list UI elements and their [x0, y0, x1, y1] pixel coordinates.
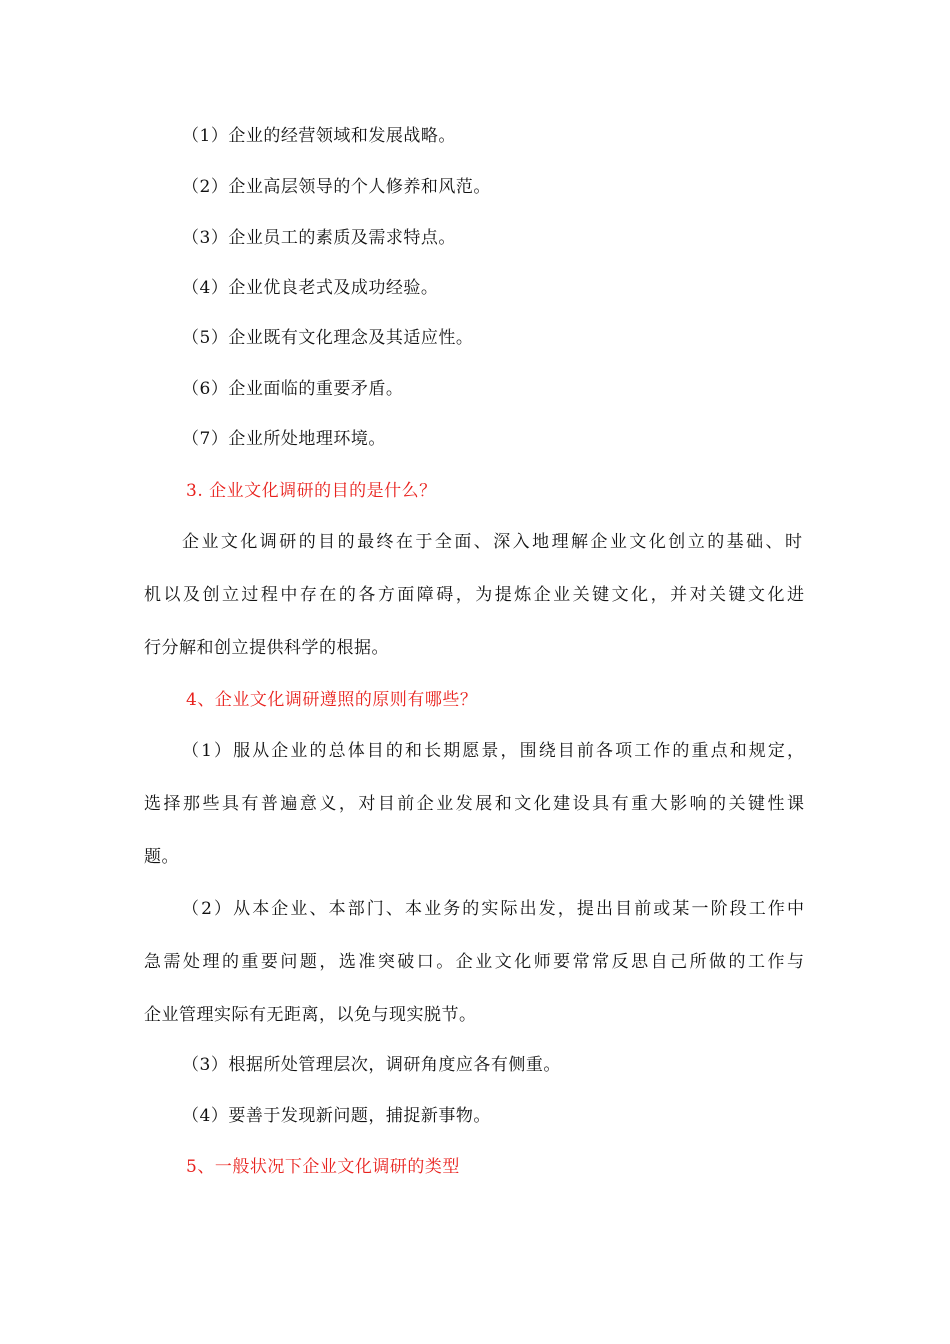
list-item-1: （1）企业的经营领域和发展战略。	[182, 126, 456, 146]
paragraph-line: 题。	[144, 847, 179, 867]
paragraph-line: （2）从本企业、本部门、本业务的实际出发，提出目前或某一阶段工作中	[182, 899, 804, 919]
paragraph-line: 企业文化调研的目的最终在于全面、深入地理解企业文化创立的基础、时	[182, 532, 802, 552]
list-item-6: （6）企业面临的重要矛盾。	[182, 379, 404, 399]
list-item-principle-3: （3）根据所处管理层次，调研角度应各有侧重。	[182, 1055, 561, 1075]
list-item-principle-4: （4）要善于发现新问题，捕捉新事物。	[182, 1106, 491, 1126]
paragraph-line: 选择那些具有普遍意义，对目前企业发展和文化建设具有重大影响的关键性课	[144, 794, 804, 814]
list-item-3: （3）企业员工的素质及需求特点。	[182, 228, 456, 248]
paragraph-line: 急需处理的重要问题，选准突破口。企业文化师要常常反思自己所做的工作与	[144, 952, 804, 972]
list-item-7: （7）企业所处地理环境。	[182, 429, 386, 449]
section-heading-3: 3. 企业文化调研的目的是什么？	[186, 481, 437, 501]
paragraph-line: 机以及创立过程中存在的各方面障碍，为提炼企业关键文化，并对关键文化进	[144, 585, 804, 605]
section-heading-4: 4、企业文化调研遵照的原则有哪些？	[186, 690, 478, 710]
paragraph-line: 行分解和创立提供科学的根据。	[144, 638, 389, 658]
paragraph-line: 企业管理实际有无距离，以免与现实脱节。	[144, 1005, 477, 1025]
list-item-5: （5）企业既有文化理念及其适应性。	[182, 328, 474, 348]
paragraph-line: （1）服从企业的总体目的和长期愿景，围绕目前各项工作的重点和规定，	[182, 741, 804, 761]
list-item-2: （2）企业高层领导的个人修养和风范。	[182, 177, 491, 197]
section-heading-5: 5、一般状况下企业文化调研的类型	[186, 1157, 460, 1177]
list-item-4: （4）企业优良老式及成功经验。	[182, 278, 439, 298]
